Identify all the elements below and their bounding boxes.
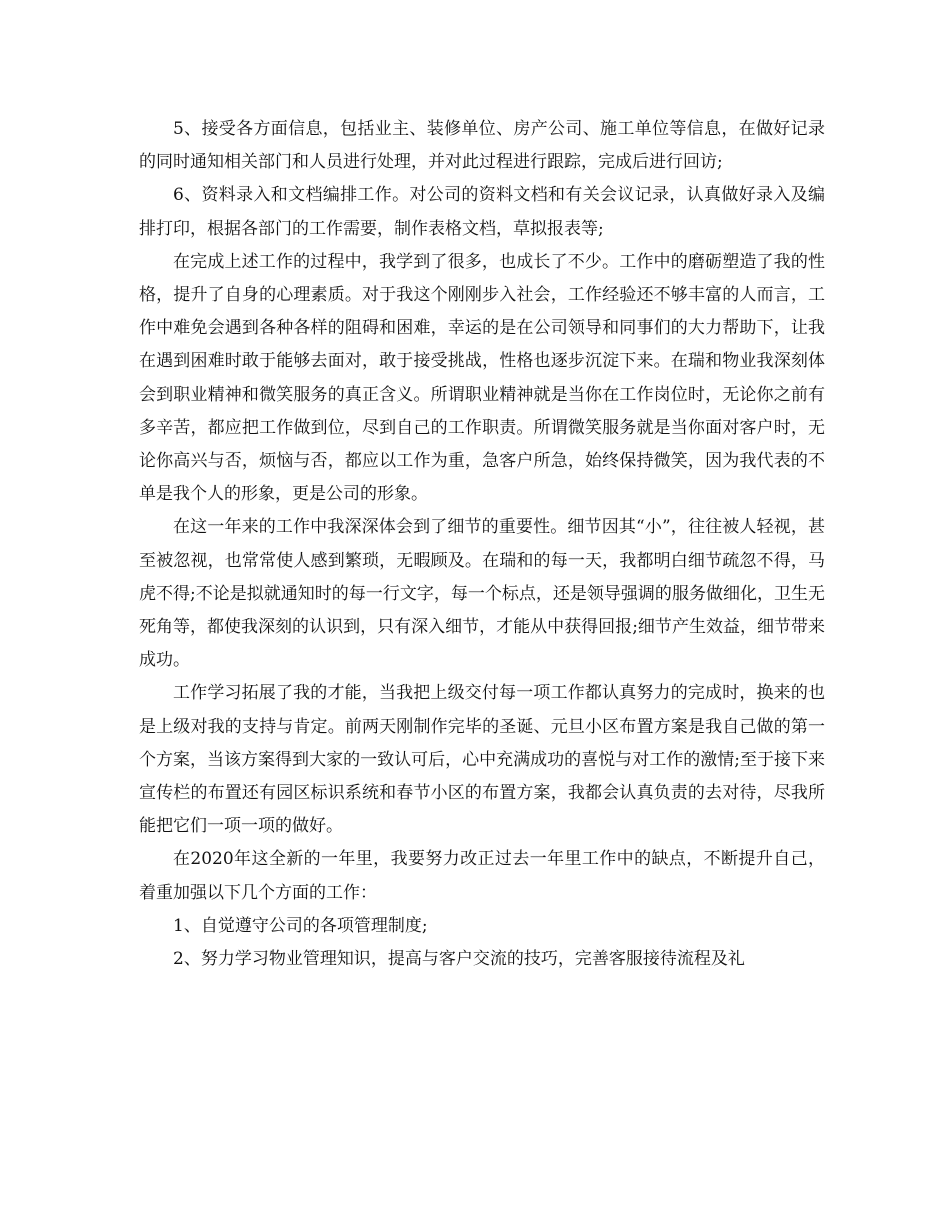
- paragraph-growth: 工作学习拓展了我的才能，当我把上级交付每一项工作都认真努力的完成时，换来的也是上级对我的支持与肯定。前两天刚制作完毕的圣诞、元旦小区布置方案是我自己做的第一个方案，当该方案得到大家的一致认可后，心中充满成功的喜悦与对工作的激情;至于接下来宣传栏的布置还有园区标识系统和春节小区的布置方案，我都会认真负责的去对待，尽我所能把它们一项一项的做好。: [139, 683, 825, 837]
- paragraph-item-6-data-entry: 6、资料录入和文档编排工作。对公司的资料文档和有关会议记录，认真做好录入及编排打印，根据各部门的工作需要，制作表格文档，草拟报表等;: [139, 185, 825, 239]
- paragraph-item-5-info: 5、接受各方面信息，包括业主、装修单位、房产公司、施工单位等信息，在做好记录的同时通知相关部门和人员进行处理，并对此过程进行跟踪，完成后进行回访;: [139, 119, 825, 173]
- paragraph-reflection: 在完成上述工作的过程中，我学到了很多，也成长了不少。工作中的磨砺塑造了我的性格，提升了自身的心理素质。对于我这个刚刚步入社会，工作经验还不够丰富的人而言，工作中难免会遇到各种各样的阻碍和困难，幸运的是在公司领导和同事们的大力帮助下，让我在遇到困难时敢于能够去面对，敢于接受挑战，性格也逐步沉淀下来。在瑞和物业我深刻体会到职业精神和微笑服务的真正含义。所谓职业精神就是当你在工作岗位时，无论你之前有多辛苦，都应把工作做到位，尽到自己的工作职责。所谓微笑服务就是当你面对客户时，无论你高兴与否，烦恼与否，都应以工作为重，急客户所急，始终保持微笑，因为我代表的不单是我个人的形象，更是公司的形象。: [139, 251, 825, 505]
- paragraph-new-year-plan: 在2020年这全新的一年里，我要努力改正过去一年里工作中的缺点，不断提升自己，着重加强以下几个方面的工作：: [139, 849, 825, 903]
- document-body: [139, 113, 825, 976]
- paragraph-details: 在这一年来的工作中我深深体会到了细节的重要性。细节因其“小”，往往被人轻视，甚至被忽视，也常常使人感到繁琐，无暇顾及。在瑞和的每一天，我都明白细节疏忽不得，马虎不得;不论是拟就通知时的每一行文字，每一个标点，还是领导强调的服务做细化，卫生无死角等，都使我深刻的认识到，只有深入细节，才能从中获得回报;细节产生效益，细节带来成功。: [139, 517, 825, 671]
- plan-item-1: 1、自觉遵守公司的各项管理制度;: [173, 915, 428, 936]
- plan-item-2: 2、努力学习物业管理知识，提高与客户交流的技巧，完善客服接待流程及礼: [173, 949, 745, 970]
